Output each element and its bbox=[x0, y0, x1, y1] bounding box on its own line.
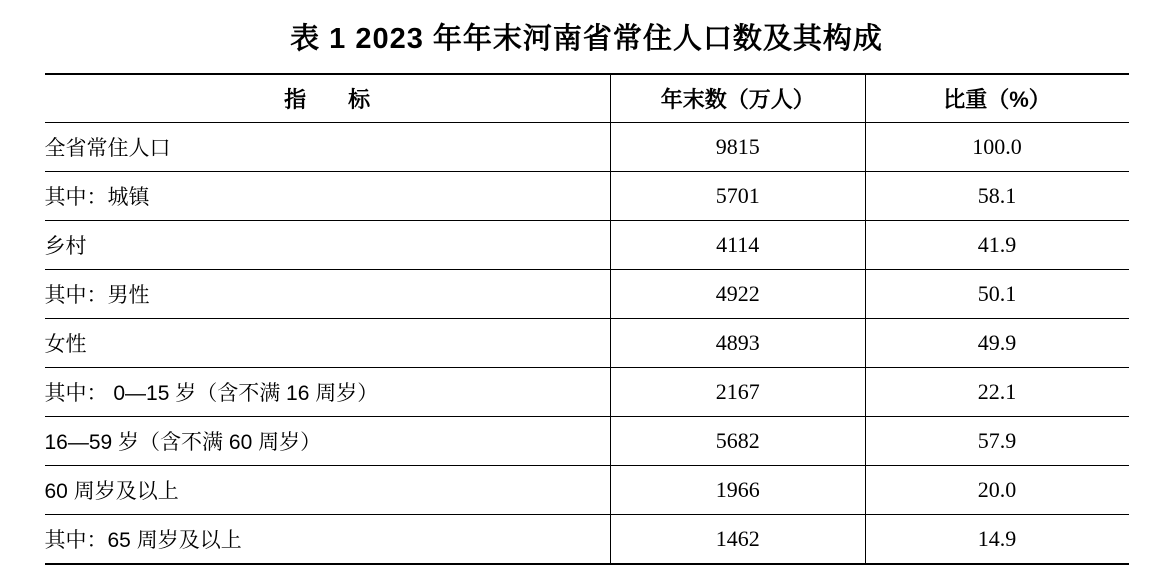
table-row bbox=[45, 466, 1129, 515]
row-proportion-value: 22.1 bbox=[865, 368, 1128, 417]
row-label: 乡村 bbox=[45, 221, 611, 270]
table-row bbox=[45, 123, 1129, 172]
statistics-table bbox=[45, 73, 1129, 565]
table-header bbox=[45, 74, 1129, 123]
row-label: 其中：城镇 bbox=[45, 172, 611, 221]
row-label: 其中：65 周岁及以上 bbox=[45, 515, 611, 565]
row-proportion-value: 57.9 bbox=[865, 417, 1128, 466]
table-row bbox=[45, 270, 1129, 319]
table-row bbox=[45, 221, 1129, 270]
row-year-end-value: 4114 bbox=[610, 221, 865, 270]
table-row bbox=[45, 319, 1129, 368]
column-header-indicator bbox=[45, 74, 611, 123]
row-label: 其中：男性 bbox=[45, 270, 611, 319]
row-year-end-value: 1462 bbox=[610, 515, 865, 565]
table-row bbox=[45, 515, 1129, 565]
row-label: 女性 bbox=[45, 319, 611, 368]
row-year-end-value: 1966 bbox=[610, 466, 865, 515]
row-proportion-value: 14.9 bbox=[865, 515, 1128, 565]
column-header-year-end: 年末数（万人） bbox=[610, 74, 865, 123]
row-label: 其中： 0—15 岁（含不满 16 周岁） bbox=[45, 368, 611, 417]
row-year-end-value: 5682 bbox=[610, 417, 865, 466]
row-year-end-value: 5701 bbox=[610, 172, 865, 221]
row-proportion-value: 20.0 bbox=[865, 466, 1128, 515]
row-year-end-value: 4922 bbox=[610, 270, 865, 319]
row-label: 16—59 岁（含不满 60 周岁） bbox=[45, 417, 611, 466]
row-proportion-value: 49.9 bbox=[865, 319, 1128, 368]
table-row bbox=[45, 172, 1129, 221]
column-header-indicator-label: 指 标 bbox=[284, 87, 381, 112]
row-year-end-value: 2167 bbox=[610, 368, 865, 417]
table-body bbox=[45, 123, 1129, 565]
column-header-proportion: 比重（%） bbox=[865, 74, 1128, 123]
table-header-row bbox=[45, 74, 1129, 123]
row-label: 60 周岁及以上 bbox=[45, 466, 611, 515]
page-title: 表 1 2023 年年末河南省常住人口数及其构成 bbox=[290, 23, 883, 55]
row-proportion-value: 41.9 bbox=[865, 221, 1128, 270]
table-row bbox=[45, 417, 1129, 466]
row-proportion-value: 50.1 bbox=[865, 270, 1128, 319]
row-proportion-value: 100.0 bbox=[865, 123, 1128, 172]
table-row bbox=[45, 368, 1129, 417]
statistics-table-container bbox=[45, 73, 1129, 565]
row-label: 全省常住人口 bbox=[45, 123, 611, 172]
row-proportion-value: 58.1 bbox=[865, 172, 1128, 221]
row-year-end-value: 4893 bbox=[610, 319, 865, 368]
row-year-end-value: 9815 bbox=[610, 123, 865, 172]
